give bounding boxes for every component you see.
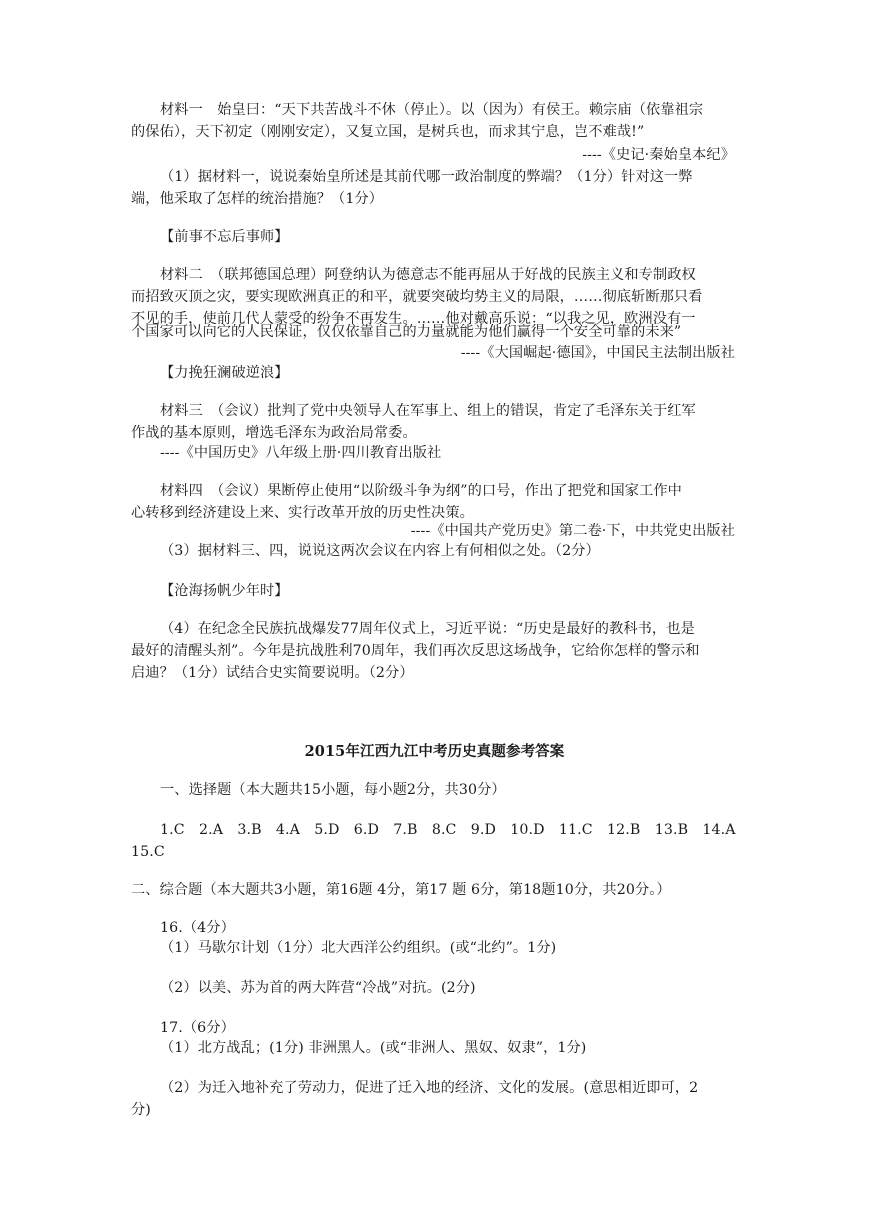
answer-16-part-1: （1）马歇尔计划（1分）北大西洋公约组织。(或“北约”。1分)	[160, 940, 557, 956]
material-4-line-1: 材料四 （会议）果断停止使用“以阶级斗争为纲”的口号，作出了把党和国家工作中	[160, 483, 682, 499]
answer-16-part-2: （2）以美、苏为首的两大阵营“冷战”对抗。(2分)	[160, 980, 476, 996]
choice-answers-line-2: 15.C	[131, 844, 165, 860]
material-4-source: ----《中国共产党历史》第二卷·下，中共党史出版社	[410, 523, 735, 539]
material-2-source: ----《大国崛起·德国》，中国民主法制出版社	[460, 345, 735, 361]
material-3-line-1: 材料三 （会议）批判了党中央领导人在军事上、组上的错误，肯定了毛泽东关于红军	[160, 403, 696, 419]
question-4-line-2: 最好的清醒头剂”。今年是抗战胜利70周年，我们再次反思这场战争，它给你怎样的警示和	[131, 643, 700, 659]
answer-17-part-2-line-2: 分)	[131, 1102, 151, 1118]
answer-key-title: 2015年江西九江中考历史真题参考答案	[304, 743, 565, 760]
question-1-line-1: （1）据材料一，说说秦始皇所述是其前代哪一政治制度的弊端？（1分）针对这一弊	[160, 169, 693, 185]
question-4-line-1: （4）在纪念全民族抗战爆发77周年仪式上，习近平说：“历史是最好的教科书，也是	[160, 621, 695, 637]
answer-17-part-2-line-1: （2）为迁入地补充了劳动力，促进了迁入地的经济、文化的发展。(意思相近即可，2	[160, 1080, 699, 1096]
material-2-line-2: 而招致灭顶之灾，要实现欧洲真正的和平，就要突破均势主义的局限，……彻底斩断那只看	[131, 289, 703, 305]
question-1-line-2: 端，他采取了怎样的统治措施？（1分）	[131, 191, 384, 207]
section-heading-1: 【前事不忘后事师】	[160, 229, 289, 245]
material-2-line-3: 不见的手，使前几代人蒙受的纷争不再发生。……他对戴高乐说：“以我之见，欧洲没有一	[131, 311, 696, 327]
material-2-line-4: 个国家可以向它的人民保证，仅仅依靠自己的力量就能为他们赢得一个安全可靠的未来”	[131, 324, 682, 340]
material-3-line-2: 作战的基本原则，增选毛泽东为政治局常委。	[131, 425, 417, 441]
material-3-source: ----《中国历史》八年级上册·四川教育出版社	[160, 445, 442, 461]
answer-17-part-1: （1）北方战乱；(1分) 非洲黑人。(或“非洲人、黑奴、奴隶”，1分)	[160, 1040, 587, 1056]
material-2-line-1: 材料二 （联邦德国总理）阿登纳认为德意志不能再屈从于好战的民族主义和专制政权	[160, 267, 696, 283]
section-heading-2: 【力挽狂澜破逆浪】	[160, 365, 289, 381]
material-1-line-2: 的保佑），天下初定（刚刚安定），又复立国，是树兵也，而求其宁息，岂不难哉!”	[131, 124, 645, 140]
answer-section-1: 一、选择题（本大题共15小题，每小题2分，共30分）	[160, 782, 506, 798]
section-heading-3: 【沧海扬帆少年时】	[160, 583, 289, 599]
answer-17-heading: 17.（6分）	[160, 1020, 235, 1036]
answer-section-2: 二、综合题（本大题共3小题，第16题 4分，第17 题 6分，第18题10分，共20分。）	[131, 882, 671, 898]
question-3: （3）据材料三、四，说说这两次会议在内容上有何相似之处。（2分）	[160, 543, 600, 559]
material-1-source: ----《史记·秦始皇本纪》	[582, 147, 735, 163]
choice-answers-line-1: 1.C 2.A 3.B 4.A 5.D 6.D 7.B 8.C 9.D 10.D 11.C 12.B 13.B 14.A	[160, 822, 736, 838]
material-4-line-2: 心转移到经济建设上来、实行改革开放的历史性决策。	[131, 505, 474, 521]
answer-16-heading: 16.（4分）	[160, 920, 235, 936]
material-1-line-1: 材料一 始皇曰：“天下共苦战斗不休（停止）。以（因为）有侯王。赖宗庙（依靠祖宗	[160, 102, 704, 118]
question-4-line-3: 启迪？（1分）试结合史实简要说明。（2分）	[131, 665, 414, 681]
